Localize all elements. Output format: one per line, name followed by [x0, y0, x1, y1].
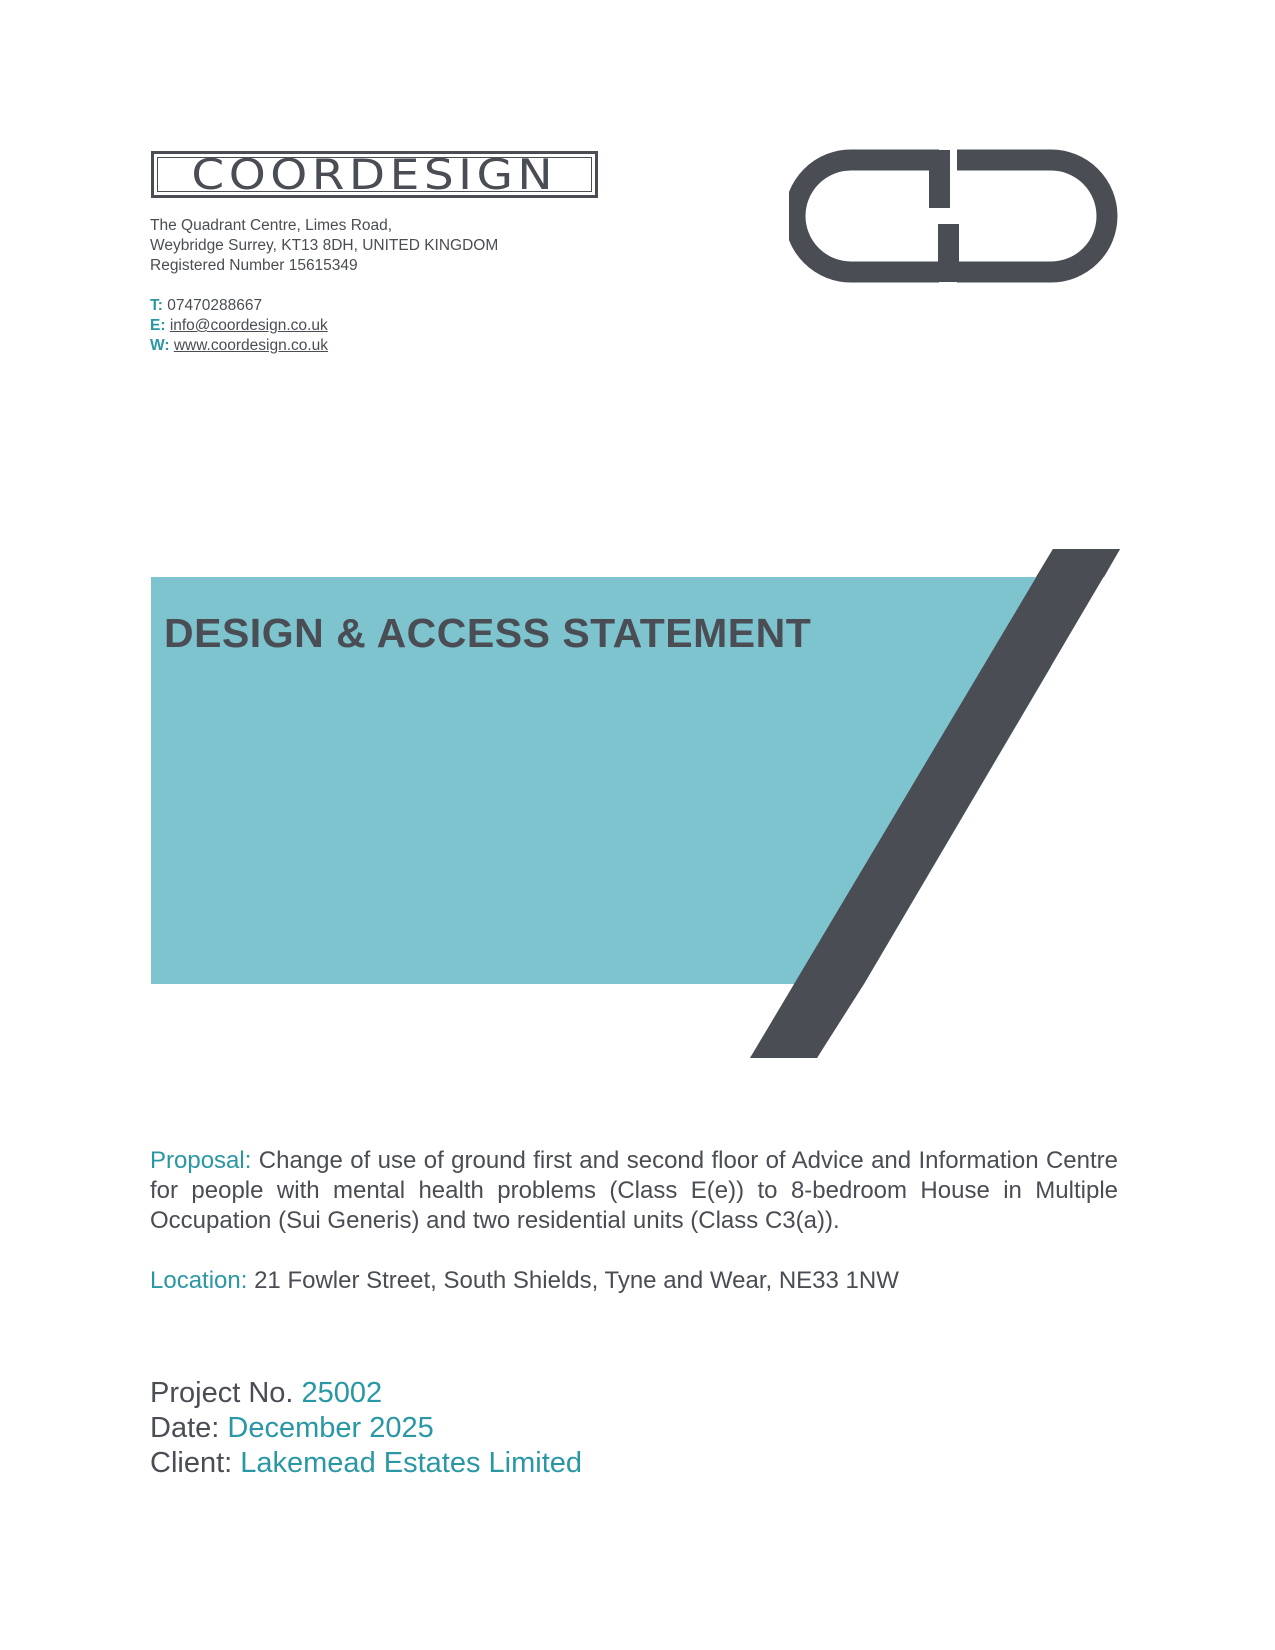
- location-line: [150, 1266, 899, 1296]
- date-row: [150, 1411, 582, 1446]
- address-line-2: Weybridge Surrey, KT13 8DH, UNITED KINGDOM: [150, 237, 499, 254]
- phone-number: 07470288667: [167, 297, 263, 314]
- date-label: Date:: [150, 1412, 220, 1444]
- location-text: 21 Fowler Street, South Shields, Tyne and Wear, NE33 1NW: [254, 1267, 899, 1294]
- proposal-text: Change of use of ground first and second floor of Advice and Information Centre for people with mental health problems (Class E(e)) to 8-bedroom House in Multiple Occupation (Sui Generis) and two residential units (Class C3(a)).: [150, 1147, 1118, 1234]
- document-title: DESIGN & ACCESS STATEMENT: [164, 610, 812, 656]
- proposal-paragraph: [150, 1146, 1118, 1236]
- date-value: December 2025: [227, 1412, 434, 1444]
- project-meta: [150, 1376, 582, 1481]
- project-number-row: [150, 1376, 582, 1411]
- client-value: Lakemead Estates Limited: [240, 1447, 583, 1479]
- logo-text: COORDESIGN: [191, 149, 558, 199]
- client-label: Client:: [150, 1447, 233, 1479]
- client-row: [150, 1446, 582, 1481]
- address-line-1: The Quadrant Centre, Limes Road,: [150, 217, 393, 234]
- registered-number: Registered Number 15615349: [150, 257, 358, 274]
- email-link[interactable]: info@coordesign.co.uk: [169, 317, 328, 334]
- project-number: 25002: [301, 1377, 383, 1409]
- phone-label: T:: [150, 297, 163, 314]
- web-link[interactable]: www.coordesign.co.uk: [173, 337, 329, 354]
- proposal-label: Proposal:: [150, 1147, 252, 1174]
- email-label: E:: [150, 317, 166, 334]
- web-label: W:: [150, 337, 170, 354]
- project-number-label: Project No.: [150, 1377, 294, 1409]
- location-label: Location:: [150, 1267, 248, 1294]
